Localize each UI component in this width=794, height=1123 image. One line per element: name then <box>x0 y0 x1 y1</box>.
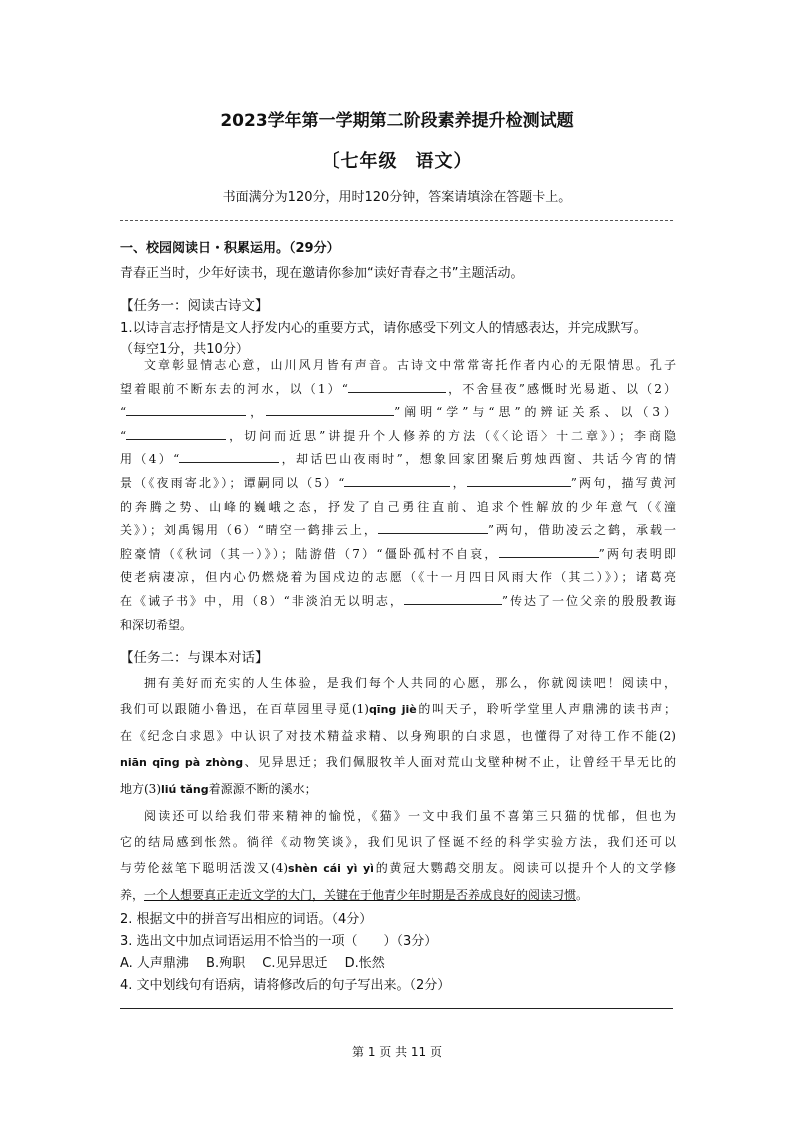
passage-line: 我们可以跟随小鲁迅，在百草园里寻觅(1)qīng jiè的叫天子，聆听学堂里人声鼎沸的读书声； <box>120 702 676 716</box>
blank-5b[interactable] <box>467 474 571 487</box>
passage-line: 阅读还可以给我们带来精神的愉悦，《猫》一文中我们虽不喜第三只猫的忧郁，但也为 <box>144 809 676 823</box>
footer-divider <box>120 1008 673 1009</box>
blank-5a[interactable] <box>344 474 450 487</box>
passage-line: 在《诫子书》中，用（8）“非淡泊无以明志， ”传达了一位父亲的殷殷教诲 <box>120 593 676 608</box>
question2: 2. 根据文中的拼音写出相应的词语。（4分） <box>120 912 373 927</box>
blank-2b[interactable] <box>266 403 394 416</box>
grade-label: 〔七年级 <box>321 151 398 172</box>
passage-line: 地方(3)liú tǎng着源源不断的溪水； <box>120 782 317 796</box>
section-intro: 青春正当时，少年好读书，现在邀请你参加“读好青春之书”主题活动。 <box>120 266 524 281</box>
passage-line: “ ，切问而近思”讲提升个人修养的方法（《〈论语〉十二章》）；李商隐 <box>120 428 676 443</box>
passage-line: niān qīng pà zhòng、见异思迁；我们佩服牧羊人面对荒山戈壁种树不止，让曾经干旱无比的 <box>120 755 676 769</box>
grade-subject <box>0 147 794 173</box>
passage-line: 在《纪念白求恩》中认识了对技术精益求精、以身殉职的白求恩，也懂得了对待工作不能(2) <box>120 729 676 743</box>
passage-line: 使老病凄凉，但内心仍燃烧着为国戍边的志愿（《十一月四日风雨大作（其二）》）；诸葛亮 <box>120 570 676 585</box>
question1-score: （每空1分，共10分） <box>120 342 249 357</box>
blank-4[interactable] <box>179 450 279 463</box>
dashed-divider <box>120 220 673 221</box>
passage-line: 和深切希望。 <box>120 617 193 632</box>
task2-heading: 【任务二：与课本对话】 <box>120 650 269 666</box>
blank-3[interactable] <box>126 427 226 440</box>
task1-heading: 【任务一：阅读古诗文】 <box>120 298 269 314</box>
page-title: 2023学年第一学期第二阶段素养提升检测试题 <box>220 111 574 131</box>
page-number: 第 1 页 共 11 页 <box>352 1045 442 1059</box>
task1-passage <box>120 354 676 637</box>
pinyin-2: niān qīng pà zhòng <box>120 756 244 769</box>
blank-2a[interactable] <box>126 403 246 416</box>
subject-label: 语文） <box>415 151 473 172</box>
blank-1[interactable] <box>348 380 446 393</box>
task2-passage <box>120 670 676 908</box>
section-heading: 一、校园阅读日・积累运用。（29分） <box>120 241 340 256</box>
passage-line: 拥有美好而充实的人生体验，是我们每个人共同的心愿，那么，你就阅读吧！阅读中， <box>144 676 676 690</box>
question3-options: A. 人声鼎沸 B.殉职 C.见异思迁 D.怅然 <box>120 956 385 971</box>
passage-line: 腔豪情（《秋词（其一）》）；陆游借（7）“僵卧孤村不自哀， ”两句表明即 <box>120 546 676 561</box>
passage-line: 景（《夜雨寄北》）；谭嗣同以（5）“ ， ”两句，描写黄河 <box>120 475 676 490</box>
underlined-sentence: 一个人想要真正走近文学的大门，关键在于他青少年时期是否养成良好的阅读习惯 <box>144 888 577 902</box>
question3: 3. 选出文中加点词语运用不恰当的一项（ ）（3分） <box>120 934 438 949</box>
exam-instructions: 书面满分为120分，用时120分钟，答案请填涂在答题卡上。 <box>222 190 572 205</box>
pinyin-4: shèn cái yì yì <box>288 862 374 875</box>
passage-line: 与劳伦兹笔下聪明活泼又(4)shèn cái yì yì的黄冠大鹦鹉交朋友。阅读可以提升个人的文学修 <box>120 861 676 875</box>
passage-line: 关》）；刘禹锡用（6）“晴空一鹤排云上， ”两句，借助凌云之鹤，承载一 <box>120 523 676 538</box>
passage-line: 望着眼前不断东去的河水，以（1）“ ，不舍昼夜”感慨时光易逝、以（2） <box>120 381 676 396</box>
passage-line: 用（4）“ ，却话巴山夜雨时”，想象回家团聚后剪烛西窗、共话今宵的情 <box>120 452 676 467</box>
pinyin-3: liú tǎng <box>161 783 209 796</box>
pinyin-1: qīng jiè <box>368 703 417 716</box>
passage-line: 它的结局感到怅然。徜徉《动物笑谈》，我们见识了怪诞不经的科学实验方法，我们还可以 <box>120 835 676 849</box>
blank-6[interactable] <box>378 521 488 534</box>
passage-line: 的奔腾之势、山峰的巍峨之态，抒发了自己勇往直前、追求个性解放的少年意气（《潼 <box>120 499 676 514</box>
question1-stem: 1.以诗言志抒情是文人抒发内心的重要方式，请你感受下列文人的情感表达，并完成默写。 <box>120 321 647 336</box>
blank-7[interactable] <box>499 545 599 558</box>
blank-8[interactable] <box>404 592 502 605</box>
passage-line: “ ， ”阐明“学”与“思”的辨证关系、以（3） <box>120 405 676 420</box>
passage-line: 文章彰显情志心意，山川风月皆有声音。古诗文中常常寄托作者内心的无限情思。孔子 <box>144 358 676 372</box>
passage-line: 养，一个人想要真正走近文学的大门，关键在于他青少年时期是否养成良好的阅读习惯。 <box>120 888 589 902</box>
question4: 4. 文中划线句有语病，请将修改后的句子写出来。（2分） <box>120 978 451 993</box>
